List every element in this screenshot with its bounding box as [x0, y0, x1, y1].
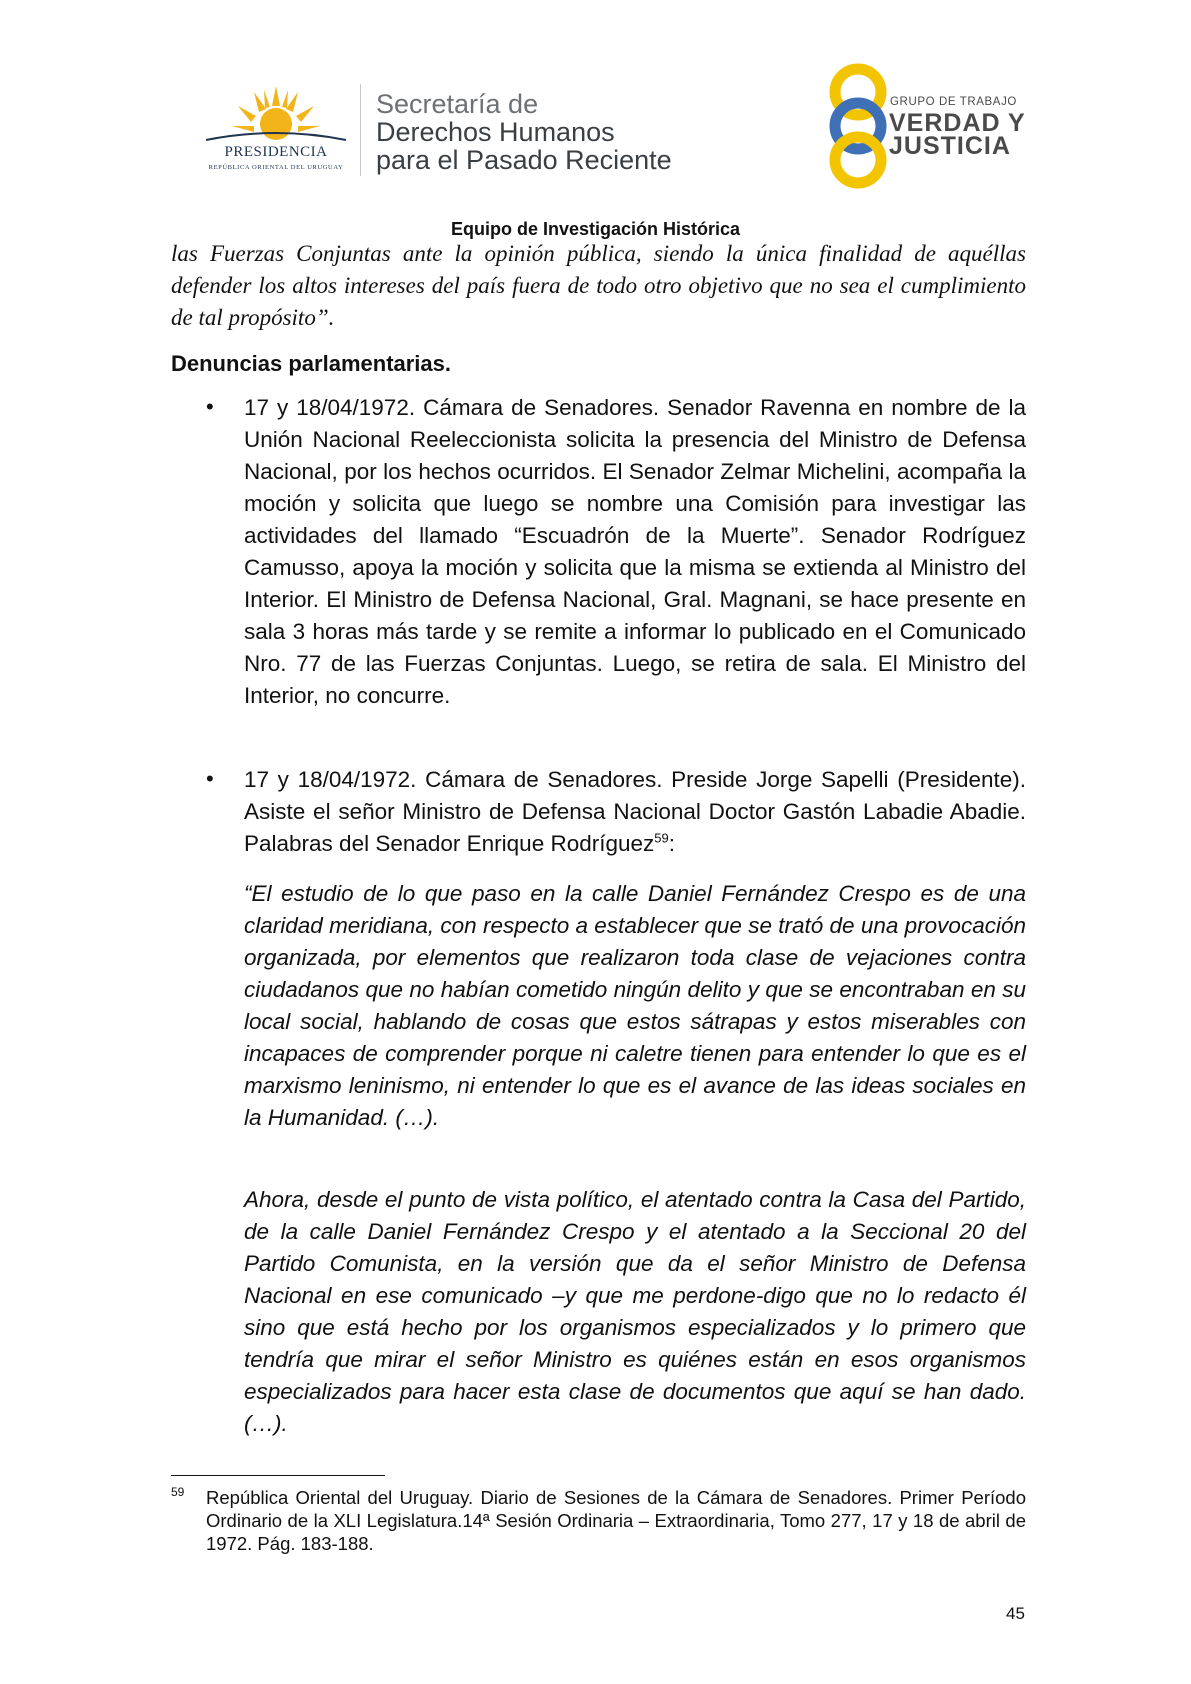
list-item-2 — [244, 764, 1026, 860]
quote-paragraph-1: “El estudio de lo que paso en la calle Daniel Fernández Crespo es de una claridad meridiana, con respecto a establecer que se trató de una provocación organizada, por elementos que realizaron toda clase de vejaciones contra ciudadanos que no habían cometido ningún delito y que se encontraban en su local social, hablando de cosas que estos sátrapas y estos miserables con incapaces de comprender porque ni caletre tienen para entender lo que es el marxismo leninismo, ni entender lo que es el avance de las ideas sociales en la Humanidad. (…). — [244, 881, 1026, 1130]
presidencia-subtitle: REPÚBLICA ORIENTAL DEL URUGUAY — [208, 164, 344, 171]
grupo-justicia-label: JUSTICIA — [889, 132, 1011, 160]
quote-continuation: las Fuerzas Conjuntas ante la opinión pública, siendo la única finalidad de aquéllas defender los altos intereses del país fuera de todo otro objetivo que no sea el cumplimiento de tal propósito”. — [171, 241, 1026, 330]
secretaria-line-2: Derechos Humanos — [376, 117, 615, 147]
footnote-text: República Oriental del Uruguay. Diario de Sesiones de la Cámara de Senadores. Primer Período Ordinario de la XLI Legislatura.14ª Sesión Ordinaria – Extraordinaria, Tomo 277, 17 y 18 de abril de 1972. Pág. 183-188. — [206, 1487, 1026, 1554]
list-item-1: 17 y 18/04/1972. Cámara de Senadores. Senador Ravenna en nombre de la Unión Nacional Reeleccionista solicita la presencia del Ministro de Defensa Nacional, por los hechos ocurridos. El Senador Zelmar Michelini, acompaña la moción y solicita que luego se nombre una Comisión para investigar las actividades del llamado “Escuadrón de la Muerte”. Senador Rodríguez Camusso, apoya la moción y solicita que la misma se extienda al Ministro del Interior. El Ministro de Defensa Nacional, Gral. Magnani, se hace presente en sala 3 horas más tarde y se remite a informar lo publicado en el Comunicado Nro. 77 de las Fuerzas Conjuntas. Luego, se retira de sala. El Ministro del Interior, no concurre. — [244, 395, 1026, 708]
footnote-number: 59 — [171, 1485, 185, 1499]
team-heading: Equipo de Investigación Histórica — [450, 219, 741, 239]
header-divider — [360, 84, 361, 176]
grupo-trabajo-label: GRUPO DE TRABAJO — [890, 96, 1017, 108]
section-title: Denuncias parlamentarias. — [171, 351, 452, 376]
footnote-reference[interactable]: 59 — [654, 830, 669, 846]
footnote-separator — [171, 1475, 385, 1476]
secretaria-line-3: para el Pasado Reciente — [376, 145, 672, 175]
secretaria-title — [376, 90, 672, 174]
page-header — [0, 0, 1191, 220]
bullet-2: • — [206, 766, 214, 791]
secretaria-line-1: Secretaría de — [376, 89, 539, 119]
grupo-verdad-label: VERDAD Y — [889, 109, 1026, 137]
page-number: 45 — [1006, 1604, 1025, 1623]
list-item-2-text: 17 y 18/04/1972. Cámara de Senadores. Preside Jorge Sapelli (Presidente). Asiste el señor Ministro de Defensa Nacional Doctor Gastón Labadie Abadie. Palabras del Senador Enrique Rodríguez — [244, 767, 1026, 856]
quote-paragraph-2: Ahora, desde el punto de vista político, el atentado contra la Casa del Partido, de la calle Daniel Fernández Crespo y el atentado a la Seccional 20 del Partido Comunista, en la versión que da el señor Ministro de Defensa Nacional en ese comunicado –y que me perdone-digo que no lo redacto él sino que está hecho por los organismos especializados y lo primero que tendría que mirar el señor Ministro es quiénes están en esos organismos especializados para hacer esta clase de documentos que aquí se han dado. (…). — [244, 1187, 1026, 1436]
list-item-2-tail: : — [668, 831, 675, 856]
bullet-1: • — [206, 394, 214, 419]
presidencia-name: PRESIDENCIA — [224, 144, 328, 160]
